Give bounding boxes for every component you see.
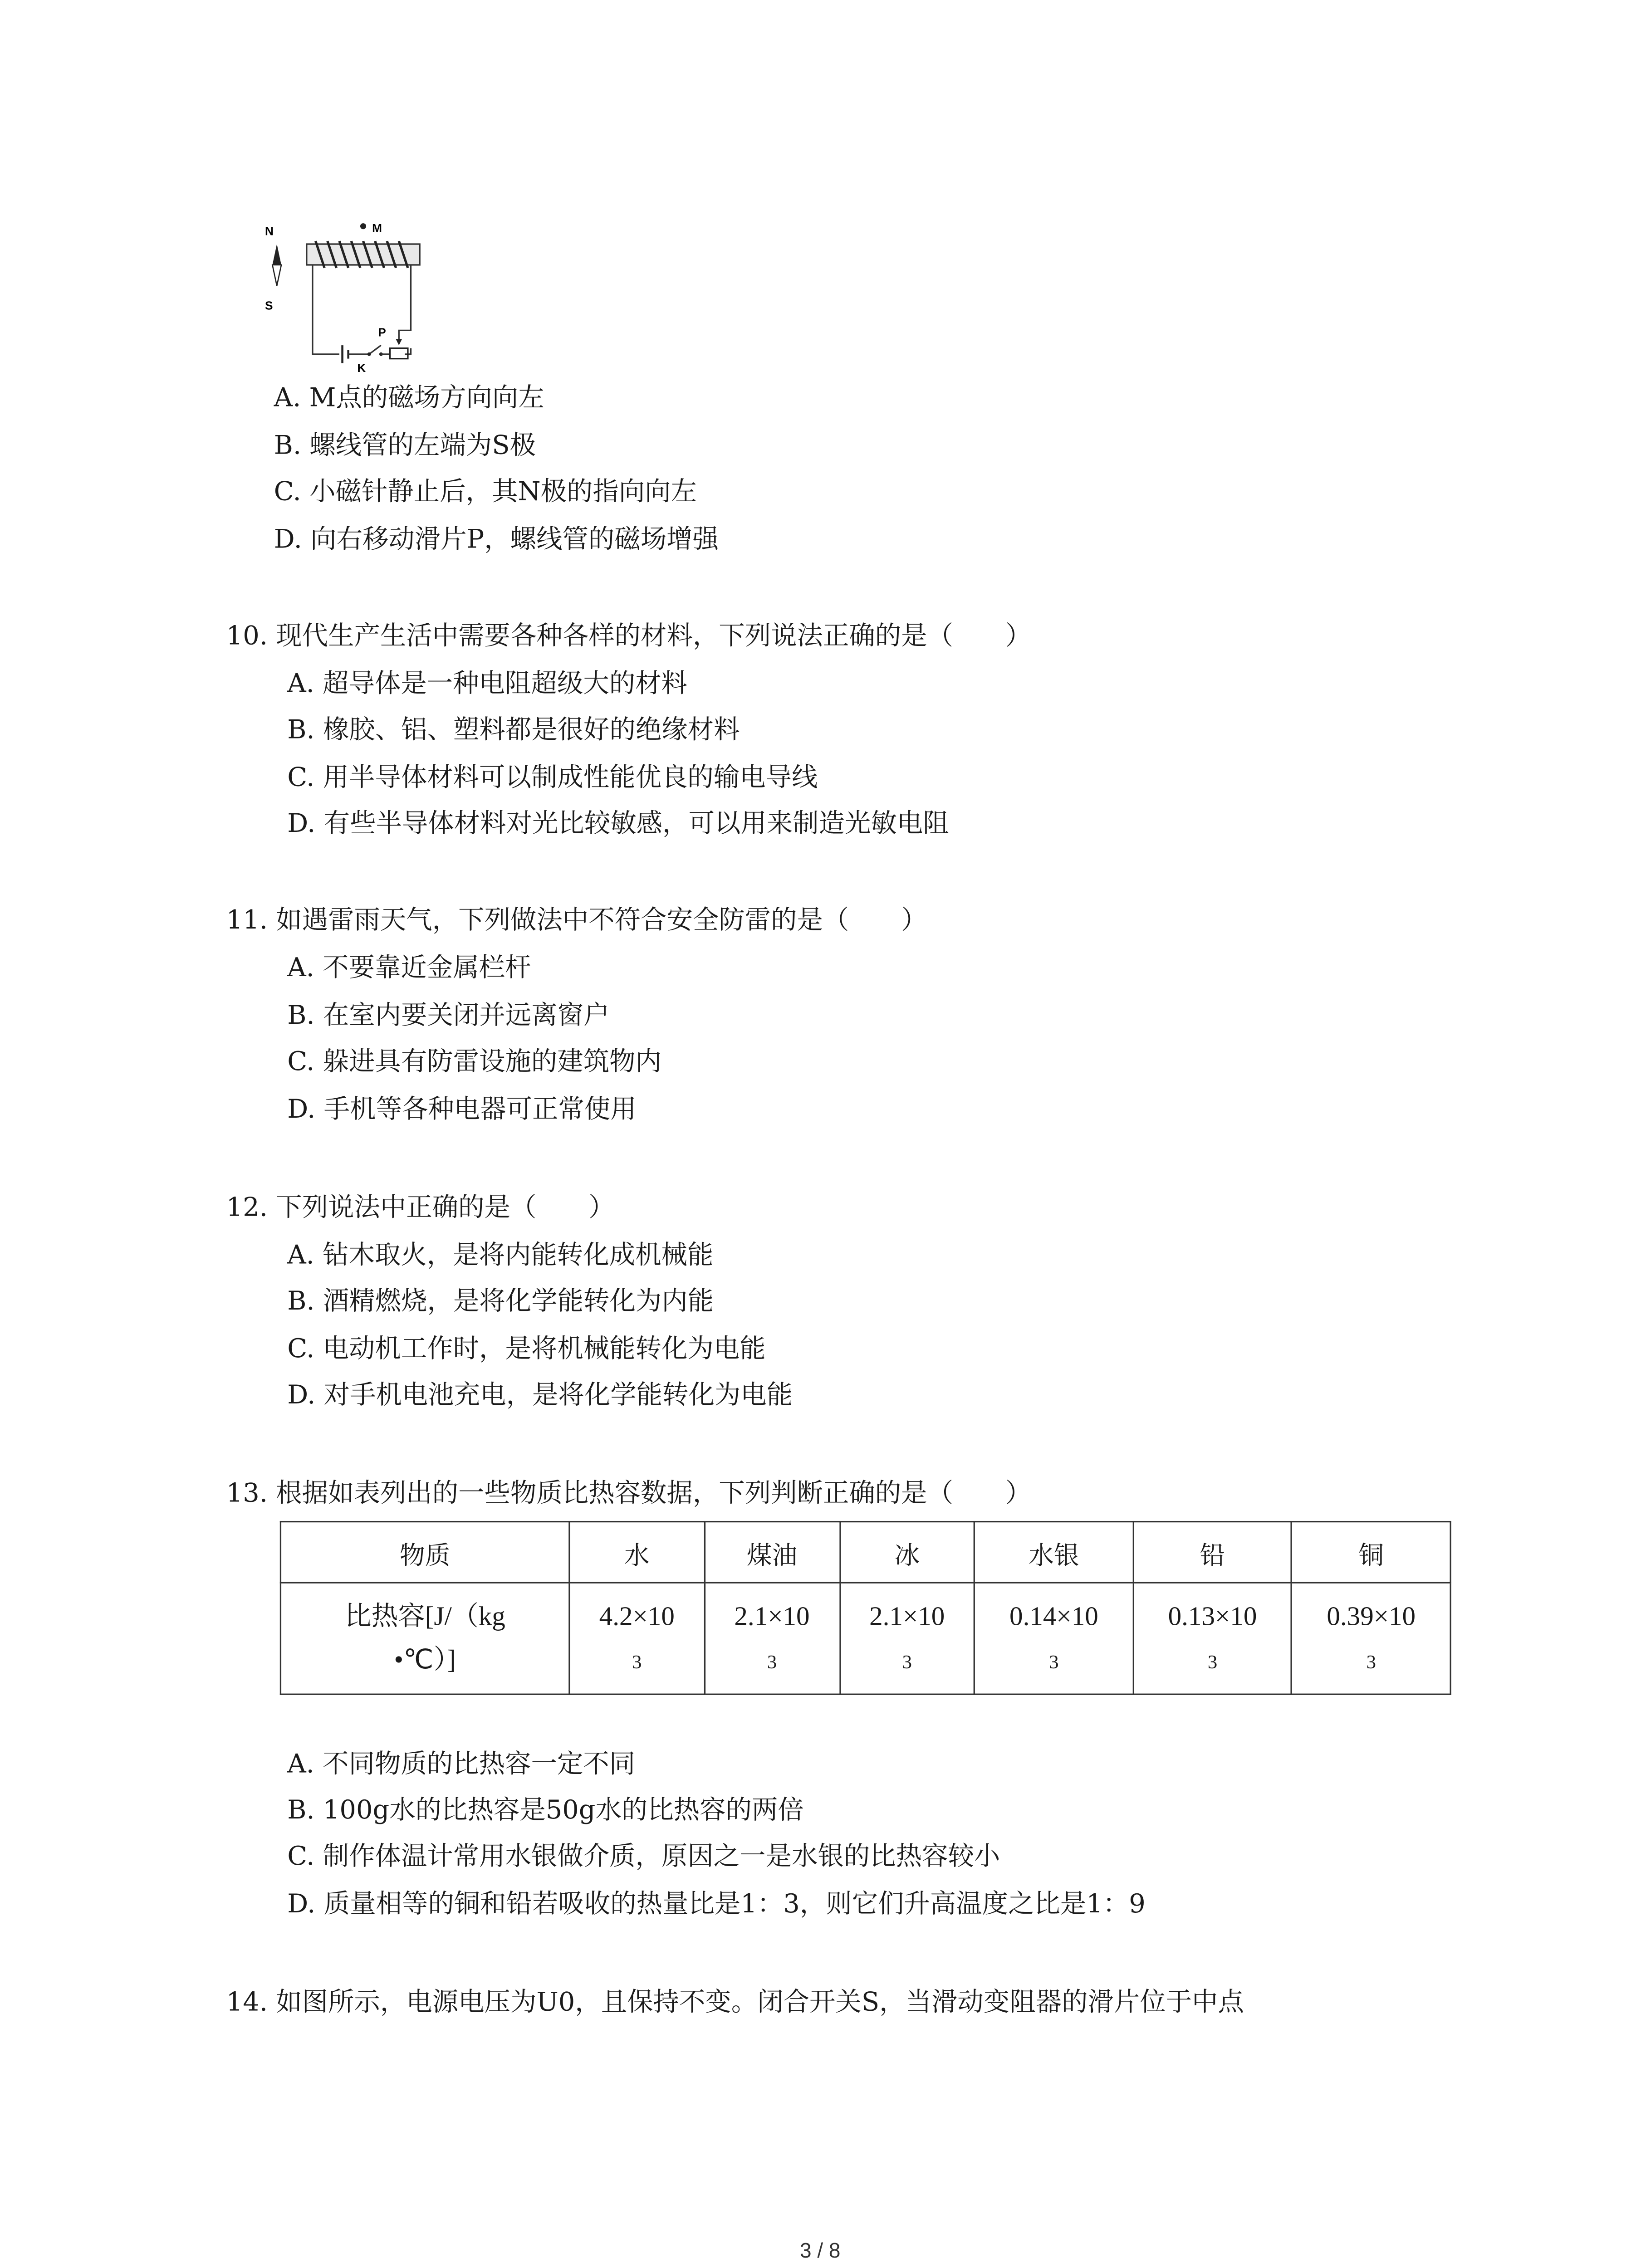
q13-option-b: B. 100g水的比热容是50g水的比热容的两倍 bbox=[287, 1796, 804, 1826]
q10-option-a: A. 超导体是一种电阻超级大的材料 bbox=[287, 670, 687, 699]
page-number: 3 / 8 bbox=[800, 2238, 841, 2262]
table-cell: 0.13×10 3 bbox=[1133, 1583, 1292, 1694]
q12-option-a: A. 钻木取火，是将内能转化成机械能 bbox=[287, 1241, 714, 1271]
table-header-row bbox=[280, 1522, 1450, 1583]
table-cell: 4.2×10 3 bbox=[569, 1583, 705, 1694]
q12-option-d: D. 对手机电池充电，是将化学能转化为电能 bbox=[287, 1381, 793, 1411]
q13-option-c: C. 制作体温计常用水银做介质，原因之一是水银的比热容较小 bbox=[287, 1842, 1000, 1872]
label-k: K bbox=[357, 361, 366, 375]
solenoid-circuit-figure bbox=[262, 217, 426, 375]
table-cell: 2.1×10 3 bbox=[705, 1583, 840, 1694]
table-header-cell: 铅 bbox=[1133, 1522, 1292, 1583]
slider-p bbox=[396, 339, 402, 345]
switch-k bbox=[369, 345, 381, 354]
q13-stem: 13. 根据如表列出的一些物质比热容数据，下列判断正确的是（ ） bbox=[226, 1479, 1032, 1509]
compass-label-n: N bbox=[265, 224, 274, 238]
q9-option-a: A. M点的磁场方向向左 bbox=[274, 384, 544, 414]
q12-stem: 12. 下列说法中正确的是（ ） bbox=[226, 1193, 615, 1223]
specific-heat-table bbox=[280, 1521, 1451, 1695]
q13-option-a: A. 不同物质的比热容一定不同 bbox=[287, 1750, 636, 1780]
table-row-label: 比热容[J/（kg •℃）] bbox=[280, 1583, 569, 1694]
q10-option-c: C. 用半导体材料可以制成性能优良的输电导线 bbox=[287, 763, 818, 793]
q9-option-c: C. 小磁针静止后，其N极的指向向左 bbox=[274, 478, 697, 508]
q14-stem: 14. 如图所示，电源电压为U0，且保持不变。闭合开关S，当滑动变阻器的滑片位于中点 bbox=[226, 1988, 1244, 2018]
table-cell: 0.14×10 3 bbox=[975, 1583, 1133, 1694]
label-m: M bbox=[372, 221, 382, 235]
table-header-cell: 水 bbox=[569, 1522, 705, 1583]
q11-option-a: A. 不要靠近金属栏杆 bbox=[287, 953, 531, 984]
q10-option-b: B. 橡胶、铝、塑料都是很好的绝缘材料 bbox=[287, 716, 740, 746]
table-header-cell: 物质 bbox=[280, 1522, 569, 1583]
q11-option-b: B. 在室内要关闭并远离窗户 bbox=[287, 1001, 610, 1031]
table-cell: 2.1×10 3 bbox=[839, 1583, 975, 1694]
table-cell: 0.39×10 3 bbox=[1292, 1583, 1450, 1694]
table-header-cell: 铜 bbox=[1292, 1522, 1450, 1583]
q12-option-c: C. 电动机工作时，是将机械能转化为电能 bbox=[287, 1334, 766, 1365]
q9-option-b: B. 螺线管的左端为S极 bbox=[274, 431, 536, 462]
table-row bbox=[280, 1583, 1450, 1694]
table-header-cell: 水银 bbox=[975, 1522, 1133, 1583]
q9-option-d: D. 向右移动滑片P，螺线管的磁场增强 bbox=[274, 525, 719, 555]
q11-option-c: C. 躲进具有防雷设施的建筑物内 bbox=[287, 1047, 661, 1078]
label-p: P bbox=[378, 325, 386, 339]
table-header-cell: 煤油 bbox=[705, 1522, 840, 1583]
q12-option-b: B. 酒精燃烧，是将化学能转化为内能 bbox=[287, 1287, 714, 1317]
q13-option-d: D. 质量相等的铜和铅若吸收的热量比是1：3，则它们升高温度之比是1：9 bbox=[287, 1890, 1146, 1920]
q10-stem: 10. 现代生产生活中需要各种各样的材料，下列说法正确的是（ ） bbox=[226, 622, 1032, 652]
circuit-wires bbox=[313, 265, 411, 354]
q11-stem: 11. 如遇雷雨天气，下列做法中不符合安全防雷的是（ ） bbox=[226, 906, 927, 936]
compass-label-s: S bbox=[265, 298, 273, 313]
battery-icon bbox=[343, 345, 348, 363]
point-m bbox=[360, 223, 366, 229]
q10-option-d: D. 有些半导体材料对光比较敏感，可以用来制造光敏电阻 bbox=[287, 809, 949, 840]
table-header-cell: 冰 bbox=[839, 1522, 975, 1583]
q11-option-d: D. 手机等各种电器可正常使用 bbox=[287, 1095, 637, 1125]
